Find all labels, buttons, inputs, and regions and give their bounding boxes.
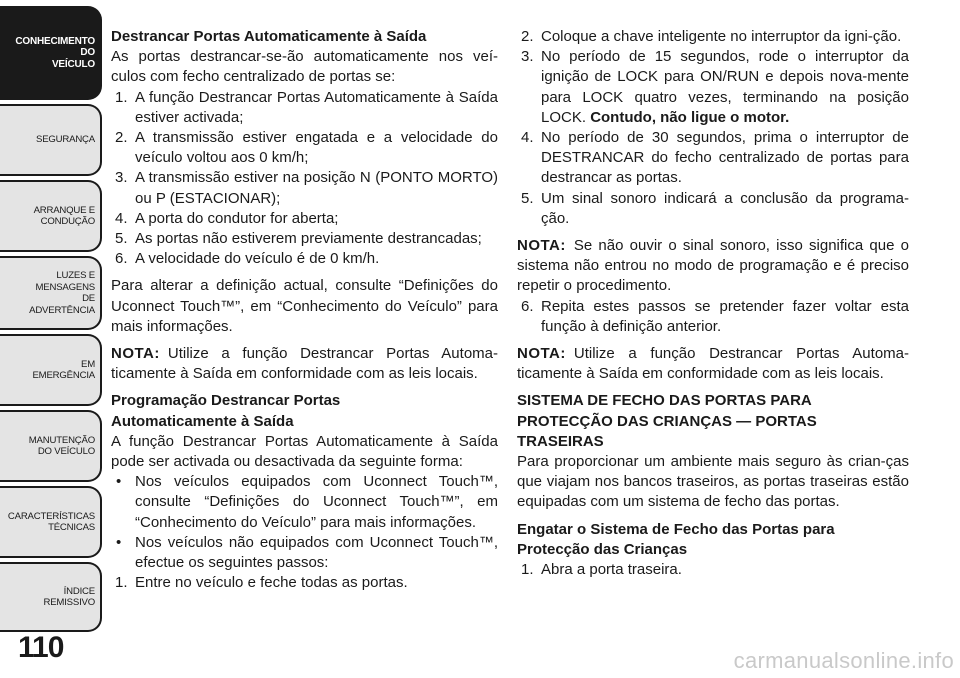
list-text: As portas não estiverem previamente destrancadas; xyxy=(135,230,482,248)
tab-label-line: DO xyxy=(80,47,95,59)
tab-label-line: EM xyxy=(81,358,95,370)
list-number: 3. xyxy=(115,169,128,187)
tab-label-line: TÉCNICAS xyxy=(48,522,95,533)
list-item xyxy=(517,189,909,229)
tab-conhecimento-do-veiculo[interactable] xyxy=(0,6,102,100)
list-text: Repita estes passos se pretender fazer voltar esta função à definição anterior. xyxy=(541,297,909,335)
list-text: No período de 15 segundos, rode o interruptor da ignição de LOCK para ON/RUN e depois nova-mente para LOCK quatro vezes, terminando na posição LOCK. xyxy=(541,48,909,126)
list-item xyxy=(111,229,498,249)
note-text: Se não ouvir o sinal sonoro, isso significa que o sistema não entrou no modo de programação e é preciso repetir o procedimento. xyxy=(517,237,909,295)
note-paragraph xyxy=(517,236,909,297)
list-number: 4. xyxy=(115,209,128,227)
list-item xyxy=(517,560,909,580)
bullet-item xyxy=(111,533,498,573)
subsection-heading xyxy=(111,391,498,431)
heading-line: Automaticamente à Saída xyxy=(111,412,294,430)
subsection-heading xyxy=(517,520,909,560)
tab-seguranca[interactable] xyxy=(0,104,102,176)
list-item xyxy=(111,249,498,269)
watermark: carmanualsonline.info xyxy=(733,648,954,673)
tab-caracteristicas-tecnicas[interactable] xyxy=(0,486,102,558)
list-item xyxy=(517,47,909,128)
list-number: 4. xyxy=(521,129,534,147)
list-number: 1. xyxy=(521,561,534,579)
tab-label-line: SEGURANÇA xyxy=(36,134,95,146)
note-label: NOTA: xyxy=(111,345,160,363)
tab-label-line: REMISSIVO xyxy=(43,597,95,608)
list-item xyxy=(111,168,498,208)
tab-label-line: ARRANQUE E xyxy=(33,204,95,216)
list-text: Abra a porta traseira. xyxy=(541,561,682,579)
list-item xyxy=(517,27,909,47)
tab-label-line: DE xyxy=(82,293,95,304)
heading-line: TRASEIRAS xyxy=(517,432,604,450)
tab-luzes-e-mensagens-de-advertencia[interactable] xyxy=(0,256,102,330)
list-item xyxy=(111,88,498,128)
child-lock-paragraph: Para proporcionar um ambiente mais seguro às crian-ças que viajam nos bancos traseiros, as portas traseiras estão equipadas com um sistema de fecho das portas. xyxy=(517,453,909,511)
tab-label-line: MENSAGENS xyxy=(35,281,95,293)
list-text: Entre no veículo e feche todas as portas. xyxy=(135,574,408,592)
list-text: A função Destrancar Portas Automaticamente à Saída estiver activada; xyxy=(135,88,498,126)
list-item xyxy=(517,128,909,189)
bullet-item xyxy=(111,472,498,533)
heading-line: SISTEMA DE FECHO DAS PORTAS PARA xyxy=(517,392,812,410)
list-number: 6. xyxy=(521,297,534,315)
list-text: A transmissão estiver engatada e a velocidade do veículo voltou aos 0 km/h; xyxy=(135,129,498,167)
note-paragraph xyxy=(111,344,498,384)
note-text: Utilize a função Destrancar Portas Automa-ticamente à Saída em conformidade com as leis locais. xyxy=(111,345,498,383)
programming-paragraph: A função Destrancar Portas Automaticamente à Saída pode ser activada ou desactivada da seguinte forma: xyxy=(111,432,498,471)
tab-label-line: ADVERTÊNCIA xyxy=(29,304,95,316)
paragraph-change-setting: Para alterar a definição actual, consulte “Definições do Uconnect Touch™”, em “Conhecimento do Veículo” para mais informações. xyxy=(111,277,498,335)
list-number: 3. xyxy=(521,48,534,66)
note-label: NOTA: xyxy=(517,345,566,363)
list-item xyxy=(111,128,498,168)
tab-label-line: CONDUÇÃO xyxy=(40,216,95,227)
list-text: Um sinal sonoro indicará a conclusão da programa-ção. xyxy=(541,189,909,227)
heading-line: Engatar o Sistema de Fecho das Portas para xyxy=(517,520,835,538)
bullet-text: Nos veículos equipados com Uconnect Touch™, consulte “Definições do Uconnect Touch™”, em “Conhecimento do Veículo” para mais informações. xyxy=(135,473,498,531)
heading-line: Programação Destrancar Portas xyxy=(111,392,341,410)
tab-label-line: CONHECIMENTO xyxy=(15,35,95,47)
tab-em-emergencia[interactable] xyxy=(0,334,102,406)
note-label: NOTA: xyxy=(517,237,566,255)
section-sidebar xyxy=(0,0,105,640)
list-text: Coloque a chave inteligente no interruptor da igni-ção. xyxy=(541,28,902,45)
intro-paragraph: As portas destrancar-se-ão automaticamente nos veí-culos com fecho centralizado de portas se: xyxy=(111,48,498,86)
list-number: 2. xyxy=(115,129,128,147)
list-number: 6. xyxy=(115,250,128,268)
left-column xyxy=(111,27,498,593)
heading-line: PROTECÇÃO DAS CRIANÇAS — PORTAS xyxy=(517,412,817,430)
tab-label-line: EMERGÊNCIA xyxy=(32,370,95,381)
list-item xyxy=(111,209,498,229)
note-paragraph xyxy=(517,344,909,384)
tab-label-line: ÍNDICE xyxy=(63,585,95,597)
list-number: 5. xyxy=(115,230,128,248)
bullet-icon: • xyxy=(116,533,122,551)
list-number: 1. xyxy=(115,574,128,592)
tab-label-line: DO VEÍCULO xyxy=(37,446,95,457)
page-number: 110 xyxy=(18,631,64,664)
note-text: Utilize a função Destrancar Portas Automa-ticamente à Saída em conformidade com as leis locais. xyxy=(517,345,909,383)
list-item xyxy=(517,297,909,337)
list-text: A velocidade do veículo é de 0 km/h. xyxy=(135,250,380,268)
list-text: A transmissão estiver na posição N (PONTO MORTO) ou P (ESTACIONAR); xyxy=(135,169,498,207)
list-item xyxy=(111,573,498,593)
bullet-text: Nos veículos não equipados com Uconnect Touch™, efectue os seguintes passos: xyxy=(135,533,498,572)
tab-label-line: LUZES E xyxy=(56,270,95,281)
list-number: 1. xyxy=(115,88,128,106)
list-text: A porta do condutor for aberta; xyxy=(135,209,339,227)
tab-label-line: MANUTENÇÃO xyxy=(28,434,95,446)
bullet-icon: • xyxy=(116,473,122,491)
tab-indice-remissivo[interactable] xyxy=(0,562,102,632)
tab-label-line: VEÍCULO xyxy=(51,58,95,70)
heading-line: Protecção das Crianças xyxy=(517,540,688,558)
list-number: 5. xyxy=(521,189,534,207)
right-column xyxy=(517,27,909,580)
tab-label-line: CARACTERÍSTICAS xyxy=(7,510,95,522)
tab-arranque-e-conducao[interactable] xyxy=(0,180,102,252)
section-heading: Destrancar Portas Automaticamente à Saída xyxy=(111,28,427,45)
bold-warning: Contudo, não ligue o motor. xyxy=(590,108,790,126)
list-number: 2. xyxy=(521,28,534,45)
tab-manutencao-do-veiculo[interactable] xyxy=(0,410,102,482)
section-heading-child-lock xyxy=(517,391,909,452)
list-text: No período de 30 segundos, prima o interruptor de DESTRANCAR do fecho centralizado de portas para destrancar as portas. xyxy=(541,129,909,187)
